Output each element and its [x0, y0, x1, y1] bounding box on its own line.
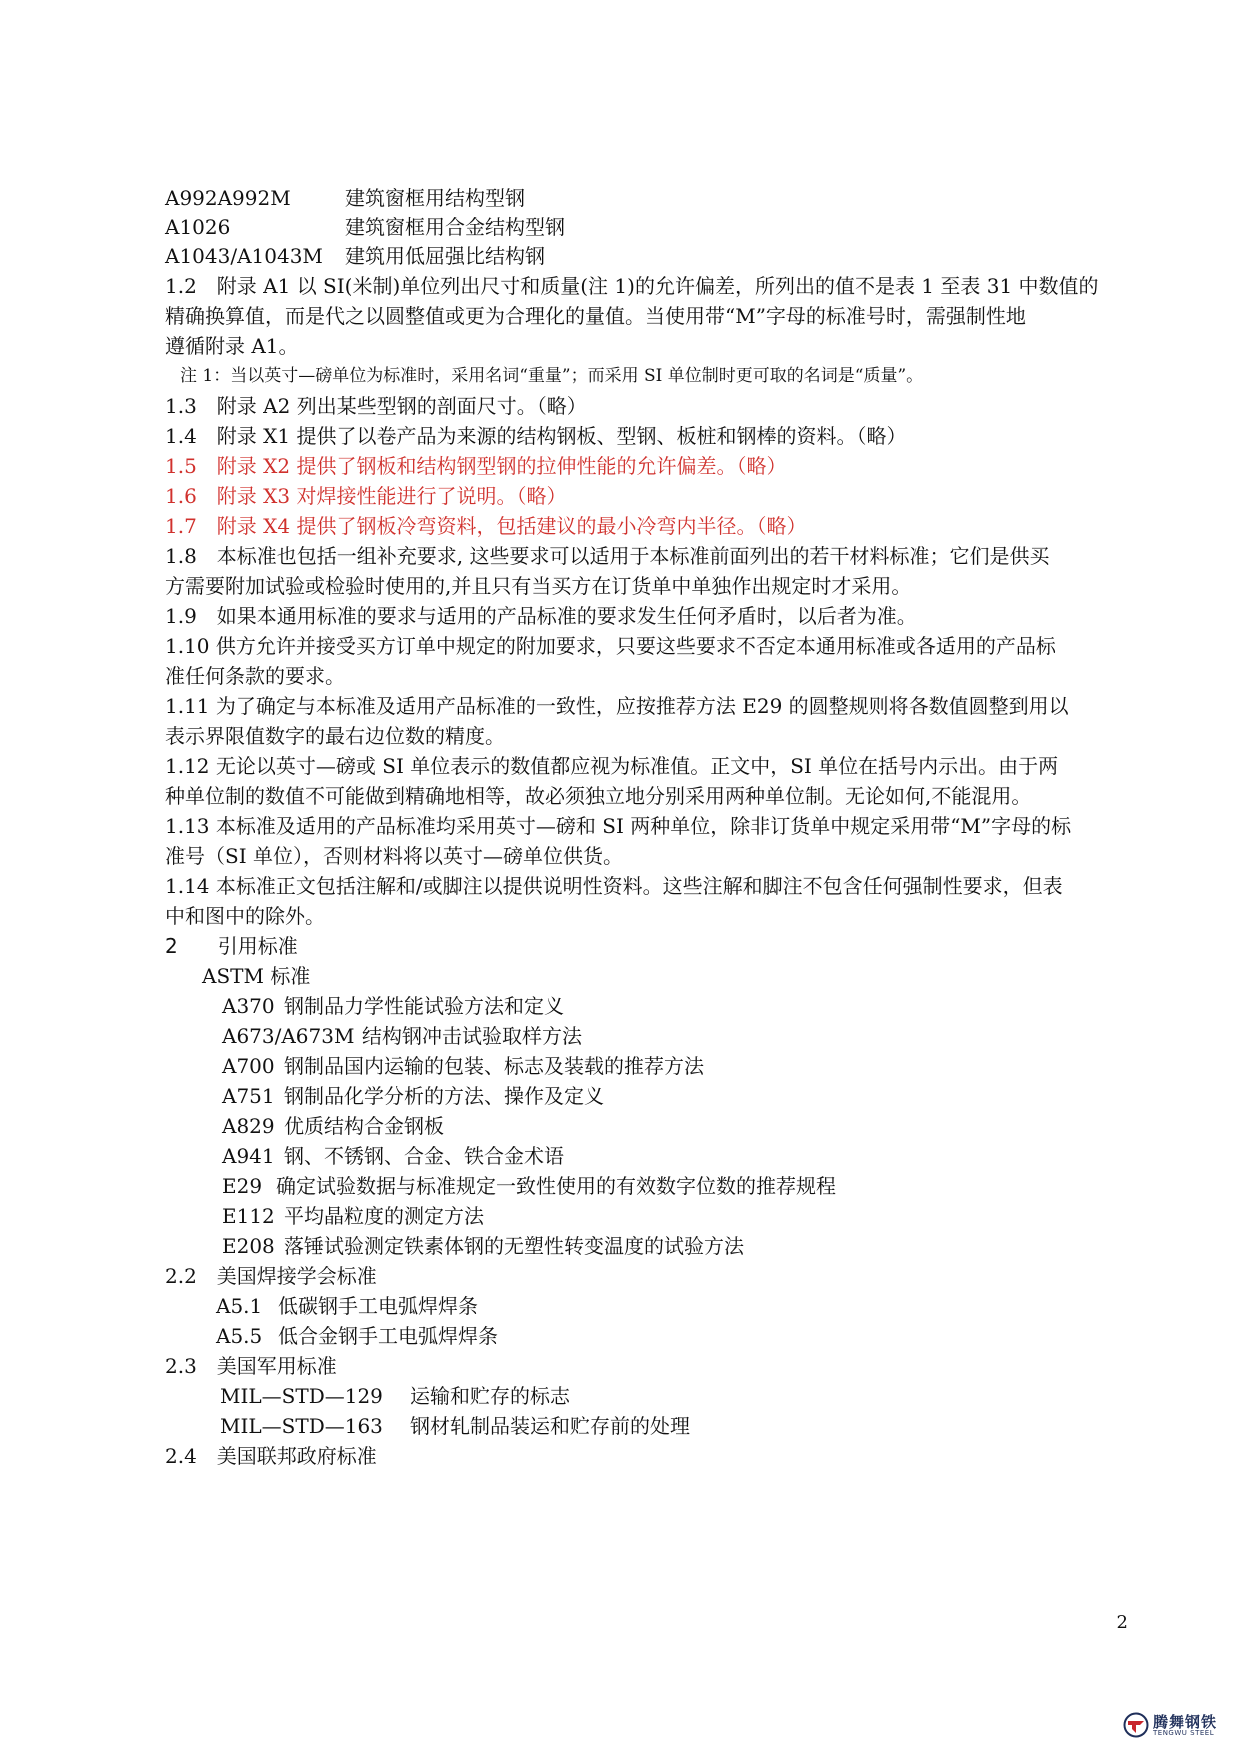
standard-item	[222, 1020, 582, 1053]
standard-code: A751	[222, 1084, 275, 1108]
standard-code: MIL—STD—129	[220, 1384, 383, 1408]
paragraph-line: 1.2 附录 A1 以 SI(米制)单位列出尺寸和质量(注 1)的允许偏差，所列出的值不是表 1 至表 31 中数值的	[165, 274, 1099, 298]
standard-code: A5.1	[216, 1294, 263, 1318]
clause-item-highlight: 1.7 附录 X4 提供了钢板冷弯资料，包括建议的最小冷弯内半径。（略）	[165, 514, 807, 538]
standard-code: MIL—STD—163	[220, 1414, 383, 1438]
standard-code: A829	[222, 1114, 275, 1138]
paragraph-line: 1.9 如果本通用标准的要求与适用的产品标准的要求发生任何矛盾时，以后者为准。	[165, 604, 917, 628]
paragraph-line: 遵循附录 A1。	[165, 334, 299, 358]
standard-title: 建筑用低屈强比结构钢	[345, 244, 545, 268]
standard-code: E29	[222, 1174, 263, 1198]
standard-title: 建筑窗框用合金结构型钢	[345, 215, 565, 239]
clause-item: 1.4 附录 X1 提供了以卷产品为来源的结构钢板、型钢、板桩和钢棒的资料。（略）	[165, 424, 907, 448]
standard-item	[222, 1110, 444, 1143]
paragraph-line: 精确换算值，而是代之以圆整值或更为合理化的量值。当使用带“M”字母的标准号时，需强制性地	[165, 304, 1026, 328]
standard-title: 建筑窗框用结构型钢	[345, 186, 525, 210]
subsection-heading: 2.4 美国联邦政府标准	[165, 1444, 377, 1468]
paragraph-line: 1.14 本标准正文包括注解和/或脚注以提供说明性资料。这些注解和脚注不包含任何强制性要求，但表	[165, 874, 1063, 898]
standard-title: 结构钢冲击试验取样方法	[362, 1024, 582, 1048]
clause-item-highlight: 1.5 附录 X2 提供了钢板和结构钢型钢的拉伸性能的允许偏差。（略）	[165, 454, 787, 478]
standard-item	[220, 1380, 570, 1413]
section-heading: 2 引用标准	[165, 934, 298, 958]
standard-code: E112	[222, 1204, 275, 1228]
standard-code: A992A992M	[165, 186, 291, 210]
page-number: 2	[1116, 1612, 1128, 1633]
standard-item	[222, 1230, 744, 1263]
logo-text-en: TENGWU STEEL	[1153, 1729, 1215, 1737]
paragraph-line: 1.13 本标准及适用的产品标准均采用英寸—磅和 SI 两种单位，除非订货单中规定采用带“M”字母的标	[165, 814, 1072, 838]
standard-item	[222, 1170, 836, 1203]
paragraph-line: 表示界限值数字的最右边位数的精度。	[165, 724, 505, 748]
standard-title: 优质结构合金钢板	[284, 1114, 444, 1138]
standard-item	[216, 1320, 498, 1353]
standard-code: A1026	[165, 215, 231, 239]
subsection-heading: 2.2 美国焊接学会标准	[165, 1264, 377, 1288]
standard-item	[222, 1080, 604, 1113]
standard-item	[222, 1200, 484, 1233]
paragraph-line: 种单位制的数值不可能做到精确地相等，故必须独立地分别采用两种单位制。无论如何,不能混用。	[165, 784, 1032, 808]
standard-title: 钢制品力学性能试验方法和定义	[284, 994, 564, 1018]
standard-code: A5.5	[216, 1324, 263, 1348]
standard-title: 钢制品国内运输的包装、标志及装载的推荐方法	[284, 1054, 704, 1078]
standard-title: 平均晶粒度的测定方法	[284, 1204, 484, 1228]
paragraph-line: 1.8 本标准也包括一组补充要求, 这些要求可以适用于本标准前面列出的若干材料标准；它们是供买	[165, 544, 1050, 568]
logo-mark-icon	[1123, 1712, 1149, 1738]
note: 注 1：当以英寸—磅单位为标准时，采用名词“重量”；而采用 SI 单位制时更可取的名词是“质量”。	[180, 366, 924, 386]
standard-title: 低合金钢手工电弧焊焊条	[278, 1324, 498, 1348]
clause-item: 1.3 附录 A2 列出某些型钢的剖面尺寸。（略）	[165, 394, 587, 418]
standard-code: A673/A673M	[222, 1024, 355, 1048]
standard-title: 钢材轧制品装运和贮存前的处理	[410, 1414, 690, 1438]
standard-item	[165, 240, 545, 273]
subsection-heading: ASTM 标准	[202, 964, 311, 988]
standard-code: A700	[222, 1054, 275, 1078]
standard-code: A1043/A1043M	[165, 244, 323, 268]
standard-item	[222, 1140, 564, 1173]
standard-item	[220, 1410, 690, 1443]
paragraph-line: 1.11 为了确定与本标准及适用产品标准的一致性，应按推荐方法 E29 的圆整规则将各数值圆整到用以	[165, 694, 1069, 718]
standard-item	[222, 990, 564, 1023]
paragraph-line: 中和图中的除外。	[165, 904, 325, 928]
standard-code: E208	[222, 1234, 275, 1258]
standard-title: 运输和贮存的标志	[410, 1384, 570, 1408]
standard-title: 落锤试验测定铁素体钢的无塑性转变温度的试验方法	[284, 1234, 744, 1258]
standard-item	[216, 1290, 478, 1323]
standard-title: 钢制品化学分析的方法、操作及定义	[284, 1084, 604, 1108]
clause-item-highlight: 1.6 附录 X3 对焊接性能进行了说明。（略）	[165, 484, 567, 508]
company-logo	[1123, 1711, 1233, 1739]
subsection-heading: 2.3 美国军用标准	[165, 1354, 337, 1378]
paragraph-line: 方需要附加试验或检验时使用的,并且只有当买方在订货单中单独作出规定时才采用。	[165, 574, 912, 598]
standard-title: 确定试验数据与标准规定一致性使用的有效数字位数的推荐规程	[276, 1174, 836, 1198]
standard-code: A941	[222, 1144, 275, 1168]
standard-title: 低碳钢手工电弧焊焊条	[278, 1294, 478, 1318]
standard-title: 钢、不锈钢、合金、铁合金术语	[284, 1144, 564, 1168]
logo-text-cn: 腾舞钢铁	[1153, 1713, 1218, 1731]
standard-item	[222, 1050, 704, 1083]
paragraph-line: 1.12 无论以英寸—磅或 SI 单位表示的数值都应视为标准值。正文中，SI 单位在括号内示出。由于两	[165, 754, 1059, 778]
paragraph-line: 准任何条款的要求。	[165, 664, 345, 688]
standard-code: A370	[222, 994, 275, 1018]
paragraph-line: 准号（SI 单位），否则材料将以英寸—磅单位供货。	[165, 844, 623, 868]
paragraph-line: 1.10 供方允许并接受买方订单中规定的附加要求，只要这些要求不否定本通用标准或各适用的产品标	[165, 634, 1056, 658]
